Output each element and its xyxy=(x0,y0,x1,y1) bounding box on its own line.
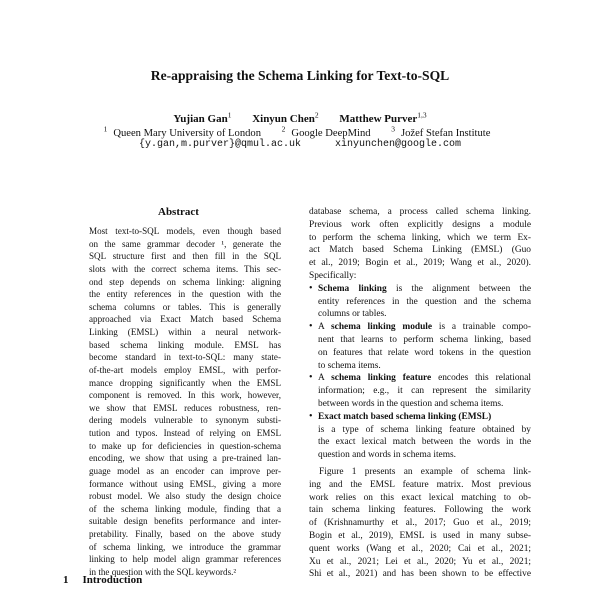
affiliation: $^3$ Jožef Stefan Institute xyxy=(391,124,491,139)
paper-title: Re-appraising the Schema Linking for Text-to-SQL xyxy=(150,68,450,83)
paragraph-line: work relies on this exact lexical matching to ob- xyxy=(309,492,531,503)
abstract-line: formance without using EMSL, giving a more xyxy=(89,478,281,489)
abstract-line: on the same grammar decoder ¹, generate the xyxy=(89,238,281,249)
bullet-icon: • xyxy=(309,410,313,422)
paragraph-line: Xu et al., 2021; Lei et al., 2020; Yu et al., 2021; xyxy=(309,556,531,567)
abstract-line: pretability. Finally, based on the above study xyxy=(89,529,281,539)
paragraph-line: Previous work often explicitly designs a module xyxy=(309,219,531,230)
paragraph-line: et al., 2019; Bogin et al., 2019; Wang et al., 2020). xyxy=(309,258,531,269)
paragraph-line: Specifically: xyxy=(309,270,357,281)
author: Matthew Purver$^{1,3}$ xyxy=(339,110,427,125)
bullet-line: A schema linking module is a trainable compo- xyxy=(318,322,531,333)
bullet-item xyxy=(309,372,531,410)
abstract-line: suitable design benefits performance and inter- xyxy=(89,516,281,527)
email-list xyxy=(0,139,600,150)
paragraph-line: act Match based Schema Linking (EMSL) (Guo xyxy=(309,245,531,256)
abstract-line: component is removed. In this work, however, xyxy=(89,390,281,401)
email: {y.gan,m.purver}@qmul.ac.uk xyxy=(138,139,301,150)
abstract-line: guage model as an encoder can improve per- xyxy=(89,465,281,476)
abstract-line: robust model. We also study the design choice xyxy=(89,491,281,502)
bullet-line: to schema items. xyxy=(318,360,381,371)
bullet-line: A schema linking feature encodes this relational xyxy=(318,373,531,384)
section-heading xyxy=(63,574,142,586)
author: Xinyun Chen$^2$ xyxy=(252,110,319,125)
abstract-line: in the question with the SQL keywords.² xyxy=(89,566,237,577)
bullet-line: columns or tables. xyxy=(318,309,387,320)
bullet-term: schema linking feature xyxy=(331,373,432,384)
abstract-line: we show that EMSL reduces robustness, ren- xyxy=(89,402,281,413)
bullet-line: on features that relate word tokens in the question xyxy=(318,347,531,358)
bullet-icon: • xyxy=(309,372,313,384)
bullet-item xyxy=(309,411,531,462)
abstract-line: of the schema linking module, finding that a xyxy=(89,503,281,514)
paragraph-line: Bogin et al., 2019), EMSL is used in many subse- xyxy=(309,530,531,541)
bullet-term: Schema linking xyxy=(318,283,387,294)
section-title: Introduction xyxy=(82,574,143,586)
bullet-line xyxy=(318,411,531,424)
affiliation: $^2$ Google DeepMind xyxy=(281,124,371,139)
paragraph-line: ing and the EMSL feature matrix. Most previous xyxy=(309,479,531,490)
abstract-line: slots with the correct schema items. This sec- xyxy=(89,263,281,274)
right-column xyxy=(309,206,531,581)
paragraph-line: database schema, a process called schema linking. xyxy=(309,207,531,217)
abstract-line: mance dropping significantly when the EMSL xyxy=(89,377,281,388)
abstract-line: to make up for deficiencies in question-schema xyxy=(89,440,281,451)
paragraph-line: of (Krishnamurthy et al., 2017; Guo et al., 2019; xyxy=(309,518,531,529)
abstract-line: of-the-art models employ EMSL, with perfor- xyxy=(89,364,281,375)
paragraph-line: Figure 1 presents an example of schema link- xyxy=(319,466,531,477)
abstract-line: Linking (EMSL) within a neural network- xyxy=(89,327,281,337)
abstract-line: approached via Exact Match based Schema xyxy=(89,314,281,325)
affiliation: $^1$ Queen Mary University of London xyxy=(103,124,262,139)
bullet-line: nent that learns to perform schema linking, based xyxy=(318,334,531,345)
affiliation-list xyxy=(0,124,600,139)
bullet-line: question and words in schema items. xyxy=(318,450,456,461)
author: Yujian Gan$^1$ xyxy=(173,110,232,125)
bullet-line: the exact lexical match between the words in the xyxy=(318,437,531,448)
bullet-icon: • xyxy=(309,282,313,294)
bullet-line: information; e.g., it can represent the similarity xyxy=(318,386,531,397)
abstract-line: tution and typos. Instead of relying on EMSL xyxy=(89,428,281,438)
abstract-line: ond step depends on schema linking: aligning xyxy=(89,276,281,287)
bullet-line: is a type of schema linking feature obtained by xyxy=(318,424,531,435)
abstract-line: the entity references in the question with the xyxy=(89,289,281,300)
abstract-line: schema columns or tables. This is generally xyxy=(89,301,281,312)
abstract-body xyxy=(89,225,281,579)
paragraph-line: Shi et al., 2021) and has been shown to be effective xyxy=(309,569,531,580)
bullet-term: schema linking module xyxy=(331,322,433,333)
paragraph-line: to perform the schema linking, which we term Ex- xyxy=(309,232,531,243)
paragraph-line: tain schema linking features. Following the work xyxy=(309,505,531,516)
bullet-line: entity references in the question and the schema xyxy=(318,296,531,307)
author-list xyxy=(0,110,600,125)
bullet-line: between words in the question and schema items. xyxy=(318,398,504,409)
abstract-line: dering models vulnerable to synonym substi- xyxy=(89,415,281,426)
abstract-line: Most text-to-SQL models, even though based xyxy=(89,226,281,236)
abstract-line: linking to help model align grammar references xyxy=(89,554,281,565)
abstract-line: encoding, we show that using a pre-trained lan- xyxy=(89,453,281,464)
abstract-line: of schema linking, we introduce the grammar xyxy=(89,541,281,552)
abstract-line: based schema linking module. EMSL has xyxy=(89,339,281,350)
section-number: 1 xyxy=(63,574,69,586)
bullet-term: Exact match based schema linking (EMSL) xyxy=(318,411,492,422)
abstract-line: SQL structure first and then fill in the SQL xyxy=(89,251,281,262)
bullet-item xyxy=(309,321,531,372)
bullet-item xyxy=(309,283,531,321)
email: xinyunchen@google.com xyxy=(335,139,462,150)
abstract-line: become standard in text-to-SQL: many state- xyxy=(89,352,281,363)
bullet-icon: • xyxy=(309,321,313,333)
abstract-heading: Abstract xyxy=(158,206,199,218)
bullet-line: Schema linking is the alignment between the xyxy=(318,283,532,294)
paragraph-line: quent works (Wang et al., 2020; Cai et al., 2021; xyxy=(309,543,531,554)
